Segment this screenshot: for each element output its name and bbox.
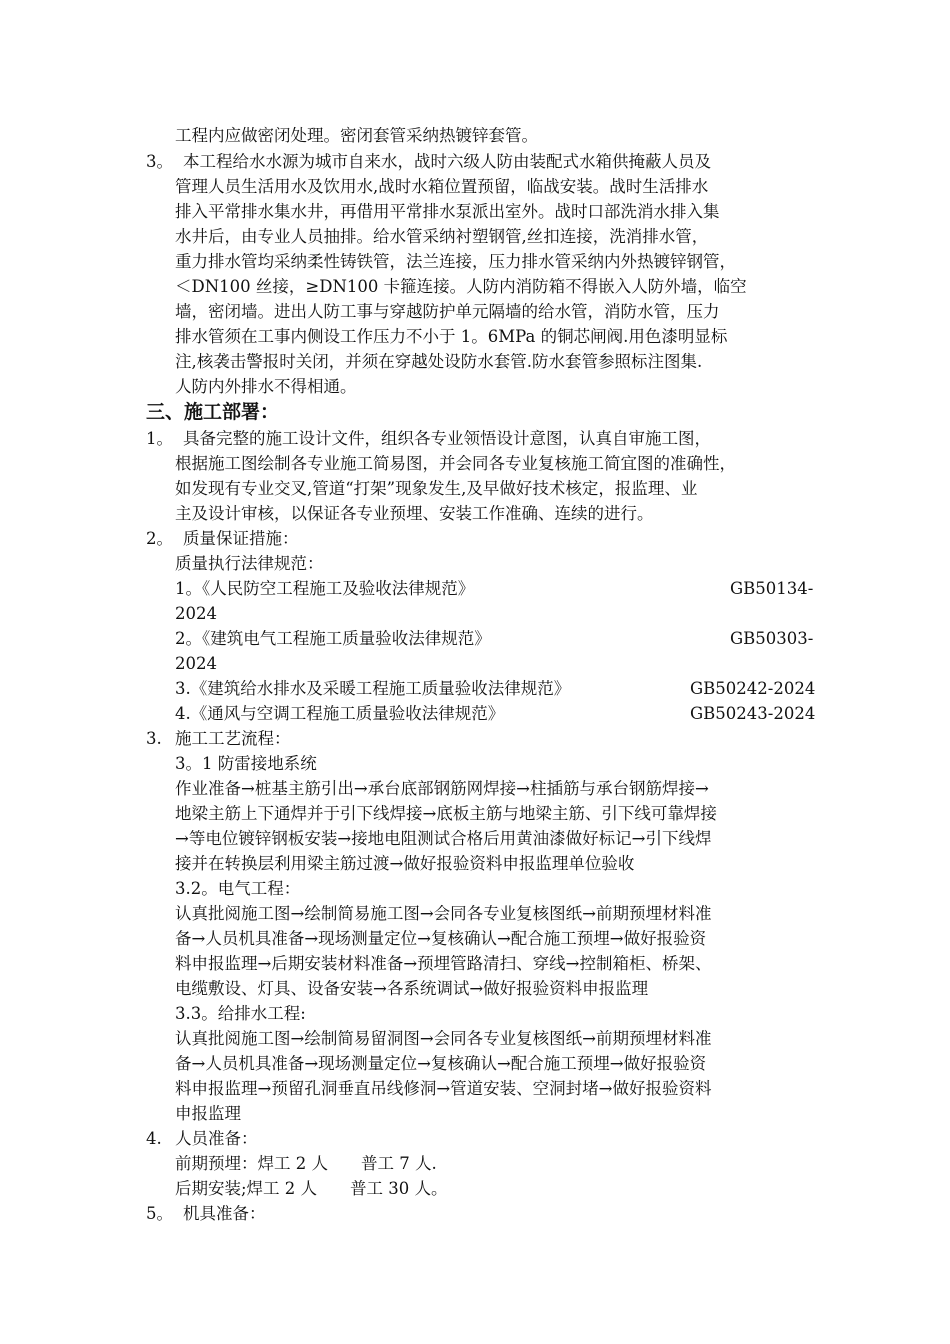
text-line: 注,核袭击警报时关闭，并须在穿越处设防水套管.防水套管参照标注图集. <box>175 352 703 371</box>
text-line: →等电位镀锌钢板安装→接地电阻测试合格后用黄油漆做好标记→引下线焊 <box>175 829 712 848</box>
text-line: 接并在转换层利用梁主筋过渡→做好报验资料申报监理单位验收 <box>175 854 635 873</box>
spec-code: GB50242-2024 <box>690 679 816 698</box>
text-line: 本工程给水水源为城市自来水，战时六级人防由装配式水箱供掩蔽人员及 <box>183 152 711 171</box>
list-number: 3。 <box>146 152 173 171</box>
spec-name: 4.《通风与空调工程施工质量验收法律规范》 <box>175 704 505 723</box>
text-line: 具备完整的施工设计文件，组织各专业领悟设计意图，认真自审施工图， <box>183 429 711 448</box>
text-line: 备→人员机具准备→现场测量定位→复核确认→配合施工预埋→做好报验资 <box>175 929 707 948</box>
text-line: 申报监理 <box>175 1104 241 1123</box>
sub-title: 3.3。给排水工程: <box>175 1004 306 1023</box>
spec-name: 2。《建筑电气工程施工质量验收法律规范》 <box>175 629 491 648</box>
item-title: 施工工艺流程： <box>175 729 291 748</box>
item-title: 人员准备： <box>175 1129 258 1148</box>
text-line: 质量执行法律规范： <box>175 554 324 573</box>
text-line: 水井后，由专业人员抽排。给水管采纳衬塑钢管,丝扣连接，洗消排水管， <box>175 227 709 246</box>
text-line: 排水管须在工事内侧设工作压力不小于 1。6MPa 的铜芯闸阀.用色漆明显标 <box>175 327 728 346</box>
spec-code-wrap: 2024 <box>175 604 217 623</box>
spec-code: GB50134- <box>730 579 814 598</box>
text-line: ＜DN100 丝接，≥DN100 卡箍连接。人防内消防箱不得嵌入人防外墙，临空 <box>175 277 747 296</box>
list-number: 3. <box>146 729 162 748</box>
spec-code-wrap: 2024 <box>175 654 217 673</box>
text-line: 主及设计审核，以保证各专业预埋、安装工作准确、连续的进行。 <box>175 504 654 523</box>
text-line: 排入平常排水集水井，再借用平常排水泵派出室外。战时口部洗消水排入集 <box>175 202 720 221</box>
text-line: 料申报监理→后期安装材料准备→预埋管路清扫、穿线→控制箱柜、桥架、 <box>175 954 712 973</box>
text-line: 备→人员机具准备→现场测量定位→复核确认→配合施工预埋→做好报验资 <box>175 1054 707 1073</box>
item-title: 机具准备： <box>183 1204 266 1223</box>
list-number: 5。 <box>146 1204 173 1223</box>
text-line: 地梁主筋上下通焊并于引下线焊接→底板主筋与地梁主筋、引下线可靠焊接 <box>175 804 717 823</box>
text-line: 根据施工图绘制各专业施工简易图，并会同各专业复核施工简宜图的准确性， <box>175 454 736 473</box>
text-line: 如发现有专业交叉,管道“打架”现象发生,及早做好技术核定，报监理、业 <box>175 479 698 498</box>
text-line: 重力排水管均采纳柔性铸铁管，法兰连接，压力排水管采纳内外热镀锌钢管， <box>175 252 736 271</box>
sub-title: 3.2。电气工程： <box>175 879 301 898</box>
text-line: 电缆敷设、灯具、设备安装→各系统调试→做好报验资料申报监理 <box>175 979 649 998</box>
list-number: 1。 <box>146 429 173 448</box>
text-line: 墙，密闭墙。进出人防工事与穿越防护单元隔墙的给水管，消防水管，压力 <box>175 302 720 321</box>
spec-name: 1。《人民防空工程施工及验收法律规范》 <box>175 579 475 598</box>
text-line: 管理人员生活用水及饮用水,战时水箱位置预留，临战安装。战时生活排水 <box>175 177 709 196</box>
text-line: 认真批阅施工图→绘制简易留洞图→会同各专业复核图纸→前期预埋材料准 <box>175 1029 712 1048</box>
text-line: 后期安装;焊工 2 人 普工 30 人。 <box>175 1179 448 1198</box>
text-line: 作业准备→桩基主筋引出→承台底部钢筋网焊接→柱插筋与承台钢筋焊接→ <box>175 779 709 798</box>
text-line: 人防内外排水不得相通。 <box>175 377 357 396</box>
spec-code: GB50243-2024 <box>690 704 816 723</box>
spec-code: GB50303- <box>730 629 814 648</box>
sub-title: 3。1 防雷接地系统 <box>175 754 317 773</box>
text-line: 认真批阅施工图→绘制简易施工图→会同各专业复核图纸→前期预埋材料准 <box>175 904 712 923</box>
text-line: 料申报监理→预留孔洞垂直吊线修洞→管道安装、空洞封堵→做好报验资料 <box>175 1079 712 1098</box>
list-number: 4. <box>146 1129 162 1148</box>
item-title: 质量保证措施： <box>183 529 299 548</box>
text-line: 前期预埋：焊工 2 人 普工 7 人. <box>175 1154 437 1173</box>
list-number: 2。 <box>146 529 173 548</box>
text-line: 工程内应做密闭处理。密闭套管采纳热镀锌套管。 <box>175 126 538 145</box>
section-heading: 三、施工部署： <box>146 401 280 423</box>
spec-name: 3.《建筑给水排水及采暖工程施工质量验收法律规范》 <box>175 679 571 698</box>
